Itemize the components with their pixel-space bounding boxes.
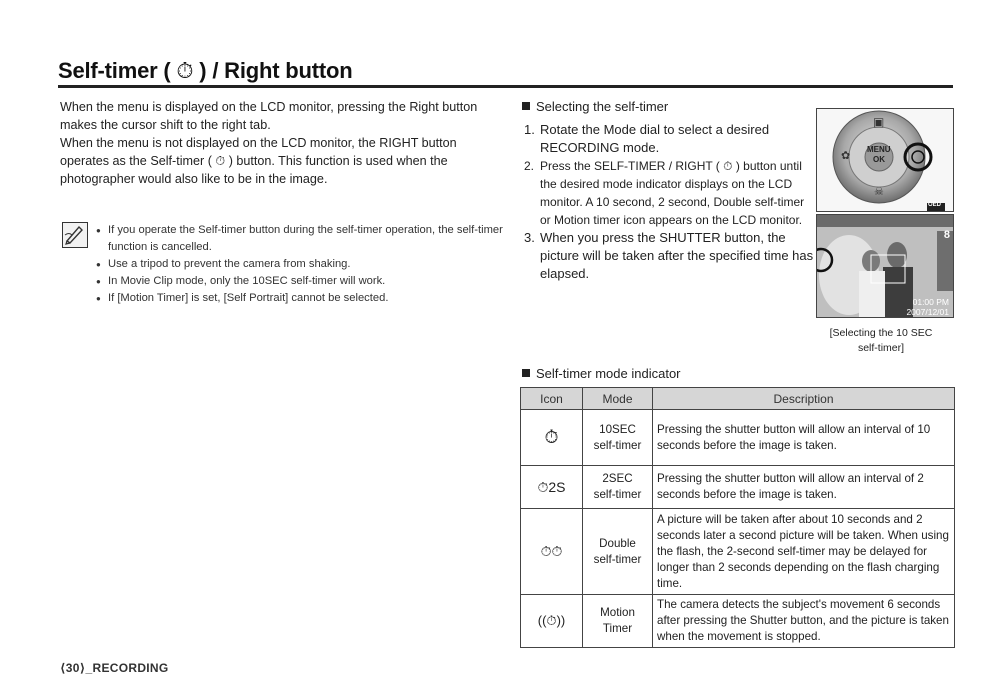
illustration-caption <box>816 326 946 356</box>
step-number: 2. <box>524 159 535 173</box>
step-text: Rotate the Mode dial to select a desired RECORDING mode. <box>540 122 770 155</box>
column-header-icon: Icon <box>521 388 583 410</box>
caption-line: [Selecting the 10 SEC <box>829 327 933 339</box>
self-timer-icon: ⏱ <box>176 58 194 83</box>
step-text: When you press the SHUTTER button, the picture will be taken after the specified time has elapsed. <box>540 230 814 281</box>
page-footer: ⟨30⟩_RECORDING <box>60 661 169 675</box>
table-header-row <box>521 388 955 410</box>
lcd-photo-illustration <box>816 214 954 318</box>
step-item <box>524 229 814 283</box>
mode-cell <box>583 509 653 595</box>
self-timer-mode-table <box>520 387 955 648</box>
page-title <box>58 58 353 84</box>
description-cell: A picture will be taken after about 10 seconds and 2 seconds later a second picture will be taken. When using the flash, the 2-second self-timer may be delayed for longer than 2 seconds depending on the flash charging time. <box>653 509 955 595</box>
description-cell: The camera detects the subject's movement 6 seconds after pressing the Shutter button, and the picture is taken when the movement is stopped. <box>653 595 955 648</box>
table-row <box>521 595 955 648</box>
mode-name: Double <box>599 536 636 550</box>
timer-double-icon: ⏱⏱ <box>521 509 583 595</box>
timer-motion-icon: ((⏱)) <box>521 595 583 648</box>
step-number: 3. <box>524 230 535 245</box>
note-icon <box>62 222 88 248</box>
note-item: ● If you operate the Self-timer button during the self-timer operation, the self-timer function is cancelled. <box>96 222 516 256</box>
dial-menu-label: MENU <box>867 145 891 154</box>
indicator-heading-text: Self-timer mode indicator <box>536 366 681 381</box>
note-item: ● If [Motion Timer] is set, [Self Portrait] cannot be selected. <box>96 290 516 307</box>
mode-cell <box>583 410 653 466</box>
dial-ok-label: OK <box>873 155 885 164</box>
table-row <box>521 466 955 509</box>
column-header-mode: Mode <box>583 388 653 410</box>
note-item: ● Use a tripod to prevent the camera from shaking. <box>96 256 516 273</box>
description-cell: Pressing the shutter button will allow an interval of 2 seconds before the image is taken. <box>653 466 955 509</box>
mode-name: Motion <box>600 606 635 619</box>
title-prefix: Self-timer ( <box>58 58 177 83</box>
caption-line: self-timer] <box>857 342 905 354</box>
dial-bottom-icon: ☠ <box>874 186 884 198</box>
camera-dial-illustration <box>816 108 954 212</box>
step-number: 1. <box>524 122 535 137</box>
bullet-square-icon <box>522 102 530 110</box>
timer-10sec-icon: ⏱ <box>521 410 583 466</box>
step-item <box>524 121 814 157</box>
mode-cell <box>583 466 653 509</box>
mode-name: 10SEC <box>599 422 636 436</box>
selecting-heading <box>522 99 668 114</box>
intro-paragraph: When the menu is displayed on the LCD monitor, pressing the Right button makes the cursor shift to the right tab. <box>60 100 478 132</box>
title-suffix: ) / Right button <box>193 58 353 83</box>
mode-type: self-timer <box>593 488 642 501</box>
bullet-square-icon <box>522 369 530 377</box>
dial-top-icon: ▣ <box>873 115 885 129</box>
mode-name: 2SEC <box>602 472 633 485</box>
description-cell: Pressing the shutter button will allow an interval of 10 seconds before the image is taken. <box>653 410 955 466</box>
dial-left-icon: ✿ <box>841 150 851 162</box>
dial-tag-label: OED <box>928 202 942 208</box>
table-row <box>521 509 955 595</box>
intro-text <box>60 98 505 188</box>
photo-counter: 8 <box>943 229 950 241</box>
table-row <box>521 410 955 466</box>
mode-type: self-timer <box>593 438 642 452</box>
mode-cell <box>583 595 653 648</box>
intro-paragraph: When the menu is not displayed on the LCD monitor, the RIGHT button operates as the Self-timer ( ⏱ ) button. This function is used when the photographer would also like to be in the image. <box>60 136 457 186</box>
photo-time: 01:00 PM <box>912 297 949 307</box>
indicator-heading <box>522 366 681 381</box>
note-item: ● In Movie Clip mode, only the 10SEC self-timer will work. <box>96 273 516 290</box>
step-item <box>524 157 814 229</box>
photo-date: 2007/12/01 <box>906 307 949 317</box>
column-header-description: Description <box>653 388 955 410</box>
timer-2sec-icon: ⏱2S <box>521 466 583 509</box>
mode-type: Timer <box>602 622 633 635</box>
mode-type: self-timer <box>593 552 642 566</box>
selecting-heading-text: Selecting the self-timer <box>536 99 669 114</box>
note-list <box>96 222 516 307</box>
steps-list <box>524 121 814 283</box>
step-text: Press the SELF-TIMER / RIGHT ( ⏱ ) button until the desired mode indicator displays on the LCD monitor. A 10 second, 2 second, Double self-timer or Motion timer icon appears on the LCD monitor. <box>540 159 805 227</box>
title-divider <box>58 85 953 88</box>
